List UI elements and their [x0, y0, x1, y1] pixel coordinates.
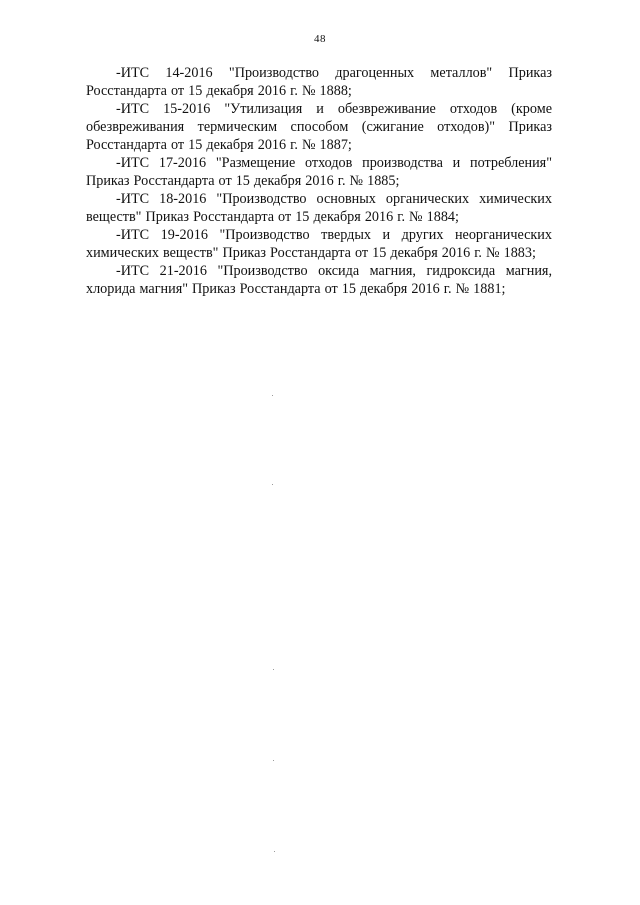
- scan-artifact: [274, 851, 275, 852]
- page-number: 48: [314, 33, 326, 45]
- list-item: -ИТС 15-2016 "Утилизация и обезвреживание отходов (кроме обезвреживания термическим способом (сжигание отходов)" Приказ Росстандарта от 15 декабря 2016 г. № 1887;: [86, 101, 552, 153]
- scan-artifact: [273, 760, 274, 761]
- scan-artifact: [272, 484, 273, 485]
- list-item: -ИТС 19-2016 "Производство твердых и других неорганических химических веществ" Приказ Росстандарта от 15 декабря 2016 г. № 1883;: [86, 227, 552, 261]
- scan-artifact: [272, 395, 273, 396]
- list-item: -ИТС 17-2016 "Размещение отходов производства и потребления" Приказ Росстандарта от 15 декабря 2016 г. № 1885;: [86, 155, 552, 189]
- list-item: -ИТС 14-2016 "Производство драгоценных металлов" Приказ Росстандарта от 15 декабря 2016 г. № 1888;: [86, 65, 552, 99]
- list-item: -ИТС 18-2016 "Производство основных органических химических веществ" Приказ Росстандарта от 15 декабря 2016 г. № 1884;: [86, 191, 552, 225]
- scan-artifact: [273, 669, 274, 670]
- list-item: -ИТС 21-2016 "Производство оксида магния, гидроксида магния, хлорида магния" Приказ Росстандарта от 15 декабря 2016 г. № 1881;: [86, 263, 552, 297]
- standards-list: [86, 64, 552, 298]
